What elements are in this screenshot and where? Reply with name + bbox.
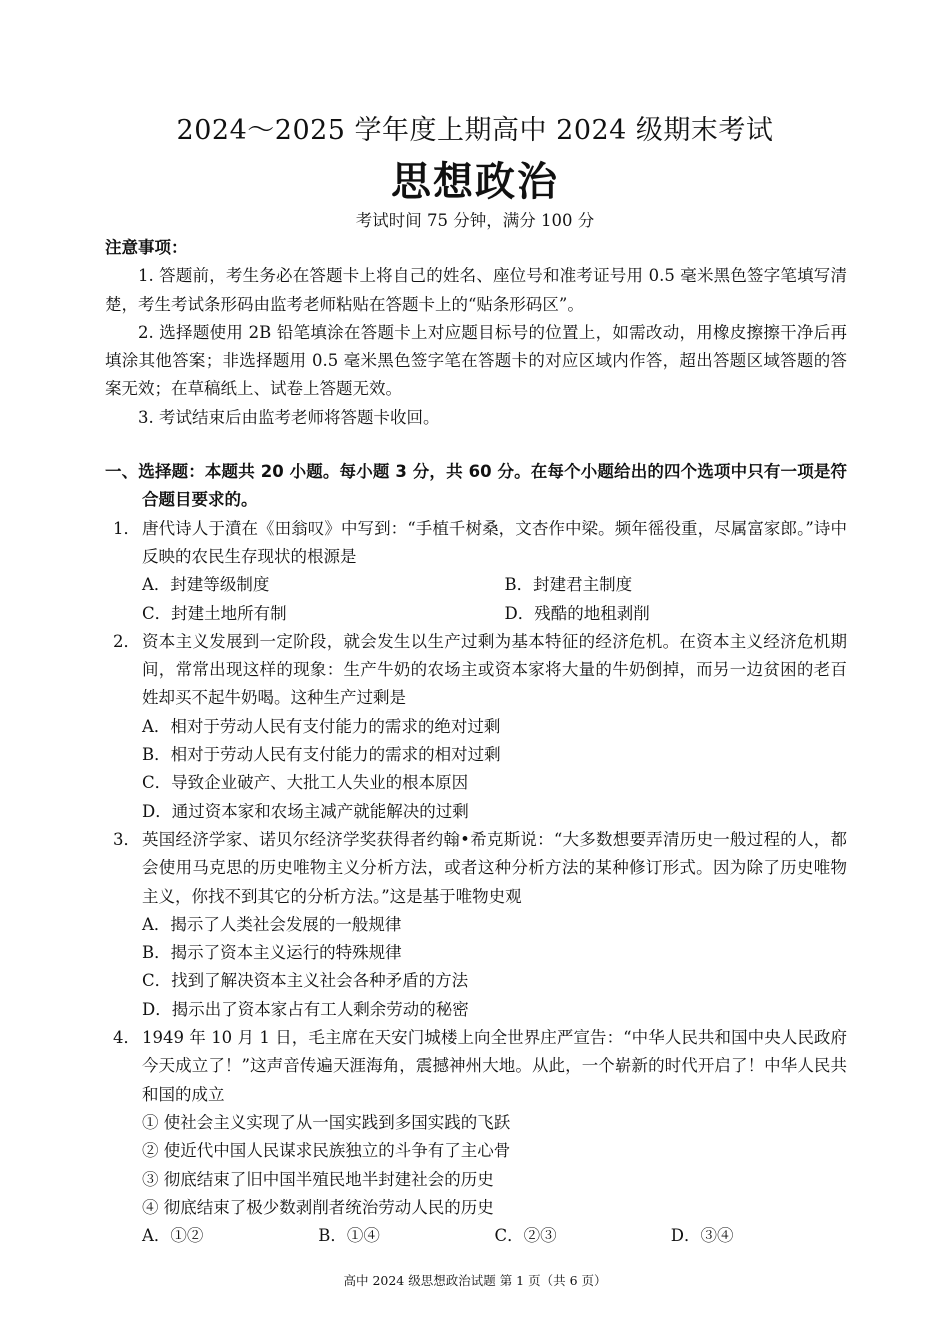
option-a: A．相对于劳动人民有支付能力的需求的绝对过剩 (142, 716, 501, 736)
option-a: A．封建等级制度 (142, 575, 270, 595)
page-footer: 高中 2024 级思想政治试题 第 1 页（共 6 页） (343, 1273, 607, 1288)
option-c: C．导致企业破产、大批工人失业的根本原因 (142, 773, 469, 793)
option-d: D．残酷的地租剥削 (504, 603, 650, 623)
notice-item-2: 2. 选择题使用 2B 铅笔填涂在答题卡上对应题目标号的位置上，如需改动，用橡皮擦擦干净后再填涂其他答案；非选择题用 0.5 毫米黑色签字笔在答题卡的对应区域内作答，超出答题区域答题的答案无效；在草稿纸上、试卷上答题无效。 (105, 322, 847, 399)
notice-title: 注意事项： (105, 238, 188, 257)
question-number: 4． (113, 1028, 140, 1048)
option-c: C．找到了解决资本主义社会各种矛盾的方法 (142, 971, 469, 991)
notice-item-1: 1. 答题前，考生务必在答题卡上将自己的姓名、座位号和准考证号用 0.5 毫米黑色签字笔填写清楚，考生考试条形码由监考老师粘贴在答题卡上的“贴条形码区”。 (105, 266, 847, 314)
option-b: B．①④ (318, 1226, 380, 1246)
option-c: C．②③ (494, 1226, 557, 1246)
exam-info: 考试时间 75 分钟，满分 100 分 (355, 211, 595, 230)
question-4 (105, 1024, 847, 1250)
option-c: C．封建土地所有制 (142, 603, 287, 623)
statement-3: ③ 彻底结束了旧中国半殖民地半封建社会的历史 (142, 1169, 494, 1189)
exam-title: 2024～2025 学年度上期高中 2024 级期末考试 (176, 115, 774, 146)
exam-content (105, 234, 847, 1250)
options (142, 1222, 847, 1250)
option-b: B．相对于劳动人民有支付能力的需求的相对过剩 (142, 745, 501, 765)
question-stem: 1949 年 10 月 1 日，毛主席在天安门城楼上向全世界庄严宣告：“中华人民共和国中央人民政府今天成立了！”这声音传遍天涯海角，震撼神州大地。从此，一个崭新的时代开启了！中华人民共和国的成立 (142, 1028, 847, 1104)
question-2 (105, 628, 847, 826)
option-b: B．揭示了资本主义运行的特殊规律 (142, 943, 402, 963)
statement-2: ② 使近代中国人民谋求民族独立的斗争有了主心骨 (142, 1141, 511, 1161)
option-d: D．揭示出了资本家占有工人剩余劳动的秘密 (142, 999, 469, 1019)
section-heading-choice: 一、选择题：本题共 20 小题。每小题 3 分，共 60 分。在每个小题给出的四个选项中只有一项是符合题目要求的。 (105, 462, 847, 510)
option-d: D．通过资本家和农场主减产就能解决的过剩 (142, 801, 469, 821)
option-a: A．①② (142, 1226, 204, 1246)
question-number: 3． (113, 829, 140, 849)
statement-1: ① 使社会主义实现了从一国实践到多国实践的飞跃 (142, 1112, 511, 1132)
option-a: A．揭示了人类社会发展的一般规律 (142, 914, 402, 934)
notice-item-3: 3. 考试结束后由监考老师将答题卡收回。 (138, 407, 440, 427)
question-stem: 唐代诗人于濆在《田翁叹》中写到：“手植千树桑，文杏作中梁。频年徭役重，尽属富家郎。”诗中反映的农民生存现状的根源是 (142, 518, 847, 566)
question-1 (105, 515, 847, 628)
question-stem: 英国经济学家、诺贝尔经济学奖获得者约翰•希克斯说：“大多数想要弄清历史一般过程的人，都会使用马克思的历史唯物主义分析方法，或者这种分析方法的某种修订形式。因为除了历史唯物主义，你找不到其它的分析方法。”这是基于唯物史观 (142, 829, 847, 906)
question-number: 1． (113, 518, 140, 538)
question-3 (105, 826, 847, 1024)
option-d: D．③④ (670, 1226, 734, 1246)
statement-4: ④ 彻底结束了极少数剥削者统治劳动人民的历史 (142, 1197, 494, 1217)
options (142, 571, 847, 628)
subject-title: 思想政治 (391, 159, 559, 205)
option-b: B．封建君主制度 (504, 575, 633, 595)
question-number: 2． (113, 631, 140, 651)
question-stem: 资本主义发展到一定阶段，就会发生以生产过剩为基本特征的经济危机。在资本主义经济危机期间，常常出现这样的现象：生产牛奶的农场主或资本家将大量的牛奶倒掉，而另一边贫困的老百姓却买不起牛奶喝。这种生产过剩是 (142, 631, 847, 708)
